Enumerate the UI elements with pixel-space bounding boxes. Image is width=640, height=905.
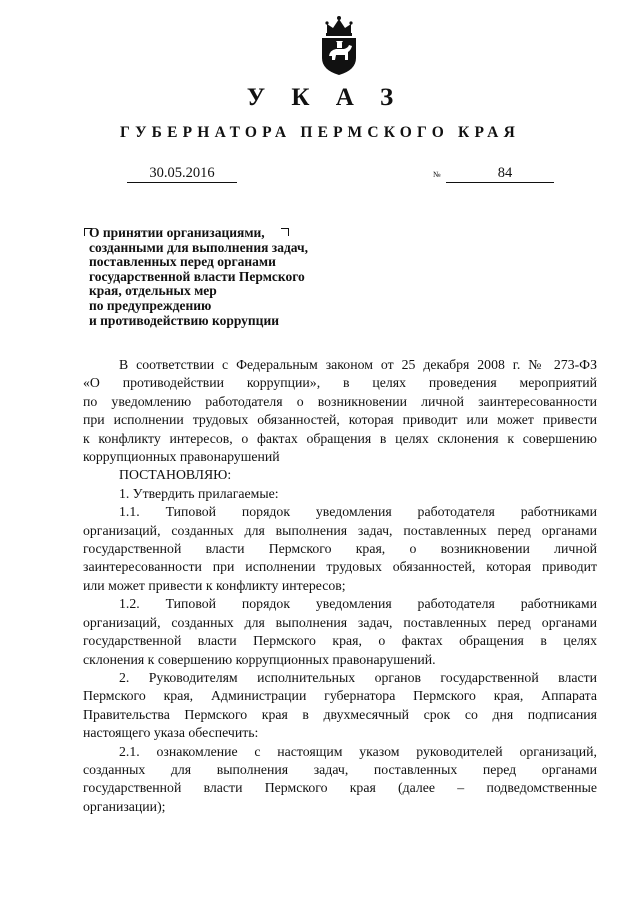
body-line: при исполнении трудовых обязанностей, которая приводит или может привести — [83, 412, 597, 428]
heading-line: государственной власти Пермского — [89, 268, 305, 284]
document-number: 84 — [446, 164, 554, 183]
body-line: заинтересованности при исполнении трудовых обязанностей, которая приводит — [83, 559, 597, 575]
body-line: настоящего указа обеспечить: — [83, 725, 259, 741]
body-line: 1. Утвердить прилагаемые: — [119, 485, 279, 501]
body-line: организаций, созданных для выполнения задач, поставленных перед органами — [83, 614, 597, 630]
body-line: 1.1. Типовой порядок уведомления работодателя работниками — [119, 504, 597, 520]
document-subtitle: ГУБЕРНАТОРА ПЕРМСКОГО КРАЯ — [120, 124, 520, 141]
body-line: В соответствии с Федеральным законом от 25 декабря 2008 г. № 273-ФЗ — [119, 357, 597, 372]
heading-line: края, отдельных мер — [89, 283, 217, 299]
body-line: или может привести к конфликту интересов; — [83, 577, 346, 593]
document-date: 30.05.2016 — [127, 164, 237, 183]
body-line: созданных для выполнения задач, поставленных перед органами — [83, 761, 597, 777]
body-line: по уведомлению работодателя о возникновении личной заинтересованности — [83, 393, 597, 409]
document-heading — [89, 226, 349, 328]
heading-line: О принятии организациями, — [89, 225, 265, 240]
coat-of-arms-emblem — [318, 14, 360, 76]
body-line: Пермского края, Администрации губернатора Пермского края, Аппарата — [83, 688, 597, 704]
document-body — [83, 356, 597, 816]
body-line: склонения к совершению коррупционных правонарушений. — [83, 651, 436, 667]
decree-keyword: ПОСТАНОВЛЯЮ: — [119, 467, 232, 483]
body-line: организации); — [83, 798, 166, 814]
body-line: государственной власти Пермского края, о возникновении личной — [83, 541, 597, 557]
body-line: к конфликту интересов, о фактах обращения в целях склонения к совершению — [83, 430, 597, 446]
body-line: 1.2. Типовой порядок уведомления работодателя работниками — [119, 596, 597, 612]
document-title: У К А З — [246, 84, 404, 111]
body-line: государственной власти Пермского края, о фактах обращения в целях — [83, 633, 597, 649]
heading-line: созданными для выполнения задач, — [89, 239, 308, 255]
body-line: коррупционных правонарушений — [83, 449, 280, 465]
body-line: Правительства Пермского края в двухмесячный срок со дня подписания — [83, 706, 597, 722]
body-line: государственной власти Пермского края (далее – подведомственные — [83, 780, 597, 796]
body-line: «О противодействии коррупции», в целях проведения мероприятий — [83, 375, 597, 391]
body-line: организаций, созданных для выполнения задач, поставленных перед органами — [83, 522, 597, 538]
body-line: 2. Руководителям исполнительных органов государственной власти — [119, 669, 597, 685]
heading-line: поставленных перед органами — [89, 254, 276, 270]
body-line: 2.1. ознакомление с настоящим указом руководителей организаций, — [119, 743, 597, 759]
heading-line: и противодействию коррупции — [89, 312, 280, 328]
heading-line: по предупреждению — [89, 297, 212, 313]
number-sign: № — [433, 170, 441, 179]
